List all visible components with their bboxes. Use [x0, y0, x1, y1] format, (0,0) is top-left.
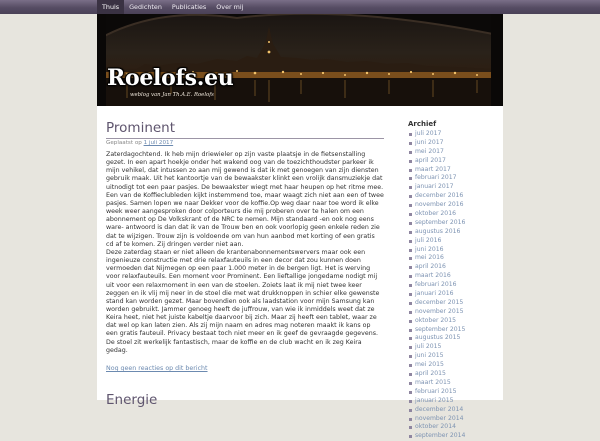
site-title[interactable]: Roelofs.eu [107, 65, 234, 91]
archive-item[interactable]: september 2014 [408, 432, 498, 441]
nav-item-thuis[interactable]: Thuis [97, 0, 124, 14]
archive-item[interactable]: december 2014 [408, 406, 498, 415]
archive-item[interactable]: juni 2017 [408, 139, 498, 148]
post-meta [106, 140, 173, 146]
archive-item[interactable]: maart 2017 [408, 166, 498, 175]
archive-item[interactable]: februari 2017 [408, 174, 498, 183]
archive-item[interactable]: augustus 2016 [408, 228, 498, 237]
archive-item[interactable]: maart 2016 [408, 272, 498, 281]
archive-item[interactable]: juli 2016 [408, 237, 498, 246]
post-body [106, 151, 384, 355]
archive-item[interactable]: april 2016 [408, 263, 498, 272]
post-title[interactable]: Prominent [106, 120, 176, 136]
archive-item[interactable]: oktober 2015 [408, 317, 498, 326]
archive-item[interactable]: oktober 2016 [408, 210, 498, 219]
archive-item[interactable]: september 2015 [408, 326, 498, 335]
archive-list [408, 130, 498, 441]
archive-item[interactable]: juni 2016 [408, 246, 498, 255]
post-paragraph: Zaterdagochtend. Ik heb mijn driewieler op zijn vaste plaatsje in de fietsenstalling gezet. In een apart hoekje onder het wakend oog van de toezichthoudster parkeer ik mijn vehikel, dat intussen zo aan mij gewend is dat ik met genoegen van zijn diensten gebruik maak. Uit het kantoortje van de bewaakster klinkt een vrolijk dansmuziekje dat uitnodigt tot een paar pasjes. De bewaakster wiegt met haar heupen op het ritme mee. Een van de Koffieclubleden kijkt instemmend toe, maar waagt zich niet aan een of twee pasjes. Samen lopen we naar Dekker voor de koffie.Op weg daar naar toe word ik elke week weer aangesproken door colporteurs die mij proberen over te halen om een abonnement op De Volkskrant of de NRC te nemen. Mijn standaard -en ook nog eens ware- antwoord is dan dat ik van de Trouw ben en ook voorlopig geen enkele reden zie dat te wijzigen. Trouw zijn is voldoende om van hun aanbod met korting of een gratis cd af te komen. Zij dringen verder niet aan. [106, 151, 384, 248]
header-banner [97, 14, 503, 106]
archive-item[interactable]: juli 2015 [408, 343, 498, 352]
archive-item[interactable]: september 2016 [408, 219, 498, 228]
archive-item[interactable]: november 2016 [408, 201, 498, 210]
post-meta-prefix: Geplaatst op [106, 140, 142, 146]
nav-item-over-mij[interactable]: Over mij [216, 3, 244, 11]
archive-item[interactable]: november 2015 [408, 308, 498, 317]
sidebar [408, 120, 498, 441]
archive-item[interactable]: april 2017 [408, 157, 498, 166]
archive-item[interactable]: oktober 2014 [408, 423, 498, 432]
comments-link[interactable]: Nog geen reacties op dit bericht [106, 365, 208, 372]
archive-item[interactable]: mei 2017 [408, 148, 498, 157]
site-tagline: weblog van Jan Th.A.E. Roelofs [130, 92, 214, 98]
archive-item[interactable]: juli 2017 [408, 130, 498, 139]
archive-item[interactable]: januari 2016 [408, 290, 498, 299]
archive-item[interactable]: april 2015 [408, 370, 498, 379]
archive-item[interactable]: januari 2017 [408, 183, 498, 192]
archive-item[interactable]: januari 2015 [408, 397, 498, 406]
archive-item[interactable]: februari 2016 [408, 281, 498, 290]
archive-item[interactable]: november 2014 [408, 415, 498, 424]
archive-item[interactable]: februari 2015 [408, 388, 498, 397]
nav-item-publicaties[interactable]: Publicaties [171, 3, 207, 11]
archive-item[interactable]: mei 2016 [408, 254, 498, 263]
archive-item[interactable]: augustus 2015 [408, 334, 498, 343]
post-date-link[interactable]: 1 juli 2017 [143, 140, 174, 146]
content-area [97, 106, 503, 440]
top-navigation-bar [0, 0, 600, 14]
archive-heading: Archief [408, 120, 437, 128]
archive-item[interactable]: juni 2015 [408, 352, 498, 361]
archive-item[interactable]: december 2015 [408, 299, 498, 308]
main-navigation [97, 0, 248, 14]
archive-item[interactable]: mei 2015 [408, 361, 498, 370]
post-title-divider [106, 138, 384, 139]
next-post-title[interactable]: Energie [106, 392, 158, 408]
archive-item[interactable]: maart 2015 [408, 379, 498, 388]
post-paragraph: Deze zaterdag staan er niet alleen de krantenabonnementswervers maar ook een ingenieuze constructie met drie relaxfauteuils in een decor dat zou kunnen doen vermoeden dat Nijmegen op een paar 1.000 meter in de bergen ligt. Het is werving voor relaxfauteuils. Een moment voor Prominent. Een lieftallige jongedame nodigt mij uit voor een relaxmoment in een van de stoelen. Zoiets laat ik mij niet twee keer zeggen en ik vlij mij neer in de stoel die met wat drukknoppen in schier elke gewenste stand kan worden gezet. Maar bovendien ook als laadstation voor mijn Samsung kan worden gebruikt. Jammer genoeg heeft de juffrouw, van wie ik inmiddels weet dat ze Keira heet, niet het juiste kabeltje daarvoor bij zich. Maar zij heeft een tablet, waar ze dat wel op kan laten zien. Als zij mijn naam en adres mag noteren maakt ik kans op een gratis fauteuil. Privacy bestaat toch niet meer en ik geef de gevraagde gegevens. De stoel zit werkelijk fantastisch, maar de koffie en de club wacht en ik zeg Keira gedag. [106, 248, 380, 354]
nav-item-gedichten[interactable]: Gedichten [129, 3, 162, 11]
archive-item[interactable]: december 2016 [408, 192, 498, 201]
